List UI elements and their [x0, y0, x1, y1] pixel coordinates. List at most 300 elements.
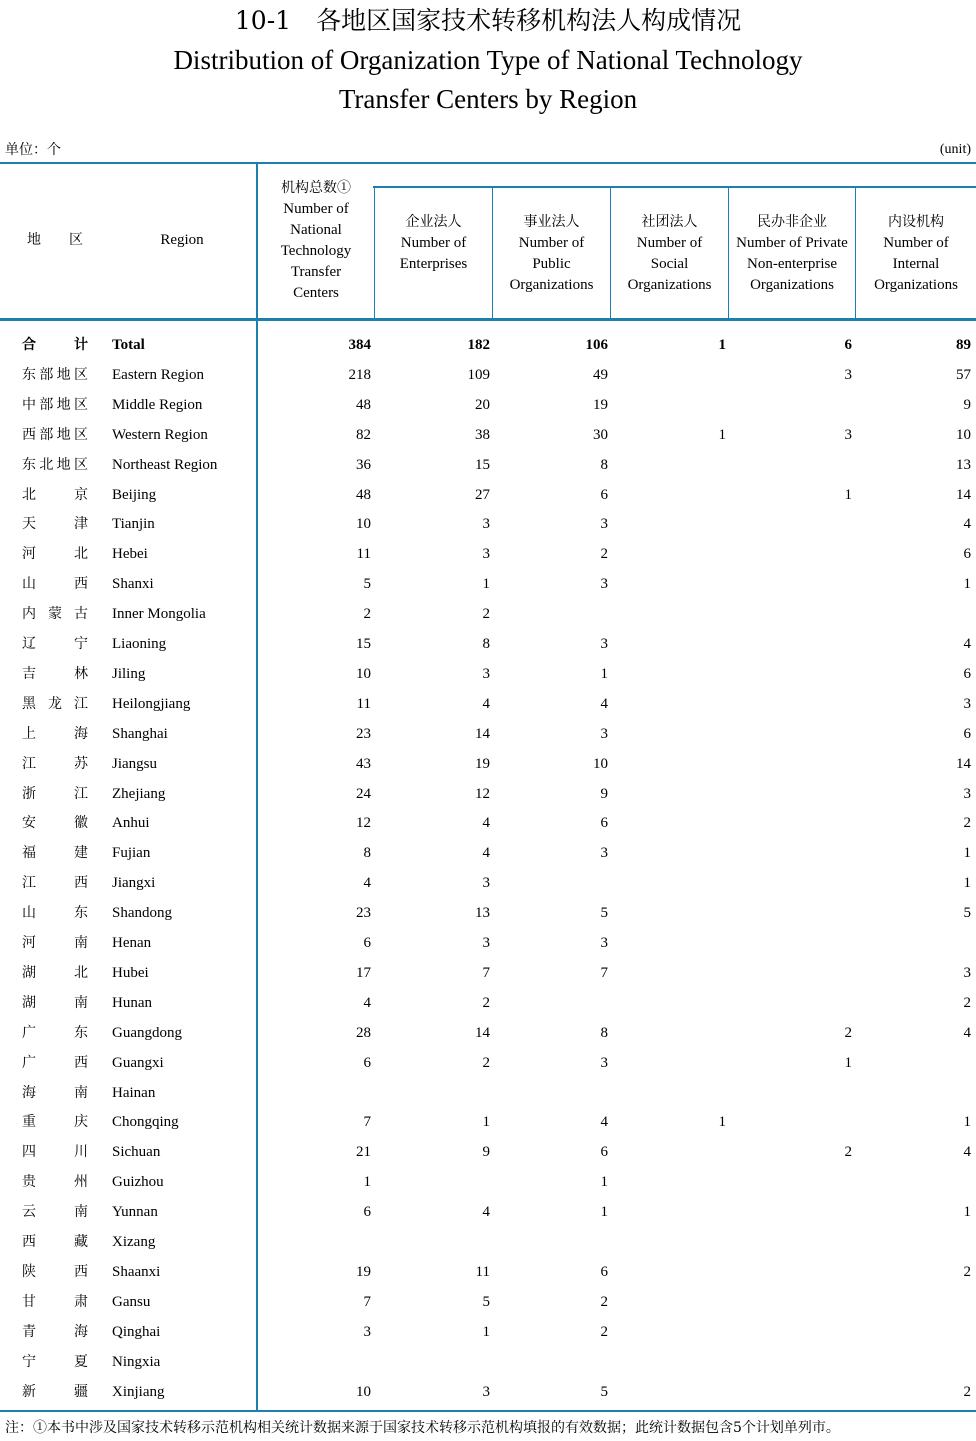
- cell-public: 30: [593, 426, 608, 443]
- table-row: [0, 509, 976, 539]
- cell-public: 3: [600, 516, 608, 533]
- cell-internal: 2: [963, 1263, 971, 1280]
- table-row: [0, 749, 976, 779]
- region-name-cn: 浙江: [22, 785, 88, 802]
- cell-social: [612, 1018, 726, 1048]
- cell-enterprises: 2: [482, 994, 490, 1011]
- table-row: [0, 808, 976, 838]
- region-name-cn: 江苏: [22, 755, 88, 772]
- cell-total: 10: [356, 665, 371, 682]
- table-row: [0, 719, 976, 749]
- table-row: [0, 1317, 976, 1347]
- region-name-cn: 广西: [22, 1054, 88, 1071]
- cell-total: 23: [356, 905, 371, 922]
- cell-private: [730, 898, 852, 928]
- cell-public: 1: [600, 1174, 608, 1191]
- cell-social: [612, 539, 726, 569]
- cell-enterprises: 2: [482, 1054, 490, 1071]
- header-region-cn: 地 区: [27, 232, 83, 248]
- table-row: [0, 1287, 976, 1317]
- cell-total: 6: [363, 935, 371, 951]
- region-name-en: Shanxi: [112, 576, 154, 593]
- cell-total: 6: [363, 1054, 371, 1071]
- table-top-rule: [0, 162, 976, 164]
- region-name-en: Hebei: [112, 546, 148, 563]
- cell-public: [494, 599, 608, 629]
- cell-enterprises: 1: [482, 1323, 490, 1340]
- cell-private: [730, 1287, 852, 1317]
- cell-total: 24: [356, 785, 371, 802]
- cell-public: 6: [600, 815, 608, 832]
- table-row: [0, 480, 976, 510]
- cell-internal: [857, 1167, 971, 1197]
- page-title-cn: 10-1 各地区国家技术转移机构法人构成情况: [234, 6, 742, 35]
- table-row: [0, 1167, 976, 1197]
- region-name-cn: 河南: [22, 935, 88, 951]
- cell-internal: [857, 1048, 971, 1078]
- region-name-en: Guizhou: [112, 1174, 164, 1191]
- cell-social: [612, 958, 726, 988]
- cell-enterprises: 3: [482, 516, 490, 533]
- cell-public: 3: [600, 845, 608, 862]
- cell-total: 6: [363, 1204, 371, 1221]
- cell-total: [258, 1227, 371, 1257]
- cell-public: 5: [600, 1383, 608, 1400]
- cell-total: 48: [356, 486, 371, 503]
- cell-internal: 13: [956, 456, 971, 473]
- table-row: [0, 898, 976, 928]
- cell-internal: 57: [956, 366, 971, 383]
- cell-social: [612, 898, 726, 928]
- cell-internal: 4: [963, 516, 971, 533]
- region-name-cn: 青海: [22, 1323, 88, 1340]
- cell-social: [612, 360, 726, 390]
- cell-private: [730, 1197, 852, 1227]
- cell-enterprises: [376, 1347, 490, 1377]
- table-row: [0, 599, 976, 629]
- cell-private: [730, 1167, 852, 1197]
- table-row: [0, 779, 976, 809]
- cell-private: [730, 1377, 852, 1407]
- region-name-cn: 内蒙古: [22, 606, 88, 623]
- region-name-en: Eastern Region: [112, 366, 205, 383]
- region-name-en: Guangdong: [112, 1024, 182, 1041]
- header-total: 机构总数① Number of National Technology Transfer Centers: [280, 180, 352, 301]
- table-row: [0, 928, 976, 958]
- cell-social: [612, 1078, 726, 1108]
- cell-public: 7: [600, 964, 608, 981]
- region-name-cn: 湖南: [22, 994, 88, 1011]
- region-name-en: Western Region: [112, 426, 208, 443]
- cell-enterprises: 3: [482, 665, 490, 682]
- cell-social: 1: [718, 426, 726, 443]
- cell-social: 1: [718, 337, 726, 353]
- cell-social: [612, 1257, 726, 1287]
- region-name-en: Jiling: [112, 665, 146, 682]
- table-row: [0, 659, 976, 689]
- cell-private: [730, 1257, 852, 1287]
- cell-total: 10: [356, 516, 371, 533]
- cell-enterprises: 12: [475, 785, 490, 802]
- page-title-en-line2: Transfer Centers by Region: [338, 84, 638, 114]
- cell-internal: 4: [963, 1144, 971, 1161]
- cell-internal: 1: [963, 1204, 971, 1221]
- table-row: [0, 420, 976, 450]
- region-name-cn: 江西: [22, 875, 88, 892]
- region-name-cn: 四川: [22, 1144, 88, 1161]
- cell-internal: 6: [963, 725, 971, 742]
- cell-public: 3: [600, 725, 608, 742]
- table-row: [0, 838, 976, 868]
- cell-enterprises: [376, 1167, 490, 1197]
- cell-total: [258, 1078, 371, 1108]
- cell-private: [730, 808, 852, 838]
- cell-internal: 10: [956, 426, 971, 443]
- cell-social: [612, 659, 726, 689]
- cell-internal: 1: [963, 576, 971, 593]
- cell-total: 15: [356, 636, 371, 652]
- cell-private: [730, 1107, 852, 1137]
- cell-public: 9: [600, 785, 608, 802]
- cell-internal: 5: [963, 905, 971, 922]
- cell-public: 8: [600, 456, 608, 473]
- cell-enterprises: 182: [467, 337, 490, 353]
- region-name-en: Middle Region: [112, 396, 203, 413]
- cell-total: 7: [363, 1293, 371, 1310]
- table-row: [0, 1197, 976, 1227]
- region-name-cn: 云南: [22, 1204, 88, 1221]
- region-name-cn: 陕西: [22, 1263, 88, 1280]
- table-row: [0, 390, 976, 420]
- cell-private: [730, 749, 852, 779]
- cell-private: [730, 539, 852, 569]
- cell-private: [730, 569, 852, 599]
- table-bottom-rule: [0, 1410, 976, 1412]
- cell-private: [730, 958, 852, 988]
- region-name-cn: 西部地区: [22, 426, 88, 443]
- cell-total: 4: [363, 994, 371, 1011]
- cell-enterprises: 109: [467, 366, 490, 383]
- region-name-cn: 山西: [22, 576, 88, 593]
- region-name-cn: 上海: [22, 725, 88, 742]
- cell-enterprises: 38: [475, 426, 490, 443]
- cell-internal: 6: [963, 665, 971, 682]
- region-name-en: Ningxia: [112, 1353, 161, 1370]
- cell-internal: [857, 1347, 971, 1377]
- region-name-cn: 福建: [22, 845, 88, 862]
- region-name-cn: 安徽: [22, 815, 88, 832]
- table-row: [0, 1107, 976, 1137]
- cell-social: [612, 1137, 726, 1167]
- cell-social: [612, 509, 726, 539]
- cell-social: [612, 1167, 726, 1197]
- cell-private: [730, 868, 852, 898]
- footnote: 注：①本书中涉及国家技术转移示范机构相关统计数据来源于国家技术转移示范机构填报的有效数据；此统计数据包含5个计划单列市。: [5, 1420, 840, 1436]
- cell-public: 4: [600, 1114, 608, 1131]
- region-name-en: Hubei: [112, 964, 149, 981]
- cell-public: 2: [600, 1293, 608, 1310]
- cell-social: [612, 1347, 726, 1377]
- cell-enterprises: 2: [482, 606, 490, 623]
- cell-enterprises: 14: [475, 1024, 490, 1041]
- cell-enterprises: 1: [482, 1114, 490, 1131]
- region-name-en: Tianjin: [112, 516, 155, 533]
- table-row: [0, 569, 976, 599]
- cell-total: 1: [363, 1174, 371, 1191]
- cell-total: [258, 1347, 371, 1377]
- cell-private: [730, 988, 852, 1018]
- cell-enterprises: 9: [482, 1144, 490, 1161]
- cell-private: [730, 928, 852, 958]
- cell-total: 384: [348, 337, 371, 353]
- cell-private: 2: [844, 1024, 852, 1041]
- page-title-en-line1: Distribution of Organization Type of National Technology: [173, 45, 803, 75]
- header-private: 民办非企业 Number of Private Non-enterprise Organizations: [736, 214, 848, 293]
- region-name-cn: 甘肃: [22, 1293, 88, 1310]
- cell-total: 10: [356, 1383, 371, 1400]
- cell-public: [494, 1347, 608, 1377]
- cell-total: 8: [363, 845, 371, 862]
- cell-social: [612, 629, 726, 659]
- cell-internal: [857, 1078, 971, 1108]
- cell-private: [730, 629, 852, 659]
- cell-total: 11: [356, 546, 371, 563]
- cell-private: [730, 390, 852, 420]
- cell-internal: 4: [963, 636, 971, 652]
- cell-social: [612, 1197, 726, 1227]
- cell-total: 21: [356, 1144, 371, 1161]
- cell-internal: [857, 1317, 971, 1347]
- cell-private: [730, 599, 852, 629]
- cell-private: [730, 450, 852, 480]
- region-name-en: Guangxi: [112, 1054, 164, 1071]
- cell-enterprises: 8: [482, 636, 490, 652]
- cell-internal: 14: [956, 755, 971, 772]
- table-row: [0, 1018, 976, 1048]
- region-name-en: Yunnan: [112, 1204, 158, 1221]
- cell-total: 17: [356, 964, 371, 981]
- cell-social: [612, 1287, 726, 1317]
- header-bottom-rule: [0, 318, 976, 321]
- table-row: [0, 1078, 976, 1108]
- header-region-en: Region: [160, 232, 204, 248]
- cell-public: [494, 1227, 608, 1257]
- cell-total: 28: [356, 1024, 371, 1041]
- cell-public: 49: [593, 366, 608, 383]
- cell-social: [612, 390, 726, 420]
- cell-total: 12: [356, 815, 371, 832]
- cell-internal: 9: [963, 396, 971, 413]
- cell-social: [612, 749, 726, 779]
- region-name-en: Shaanxi: [112, 1263, 161, 1280]
- subheader-rule: [373, 186, 976, 188]
- cell-private: [730, 689, 852, 719]
- cell-internal: [857, 928, 971, 958]
- cell-total: 4: [363, 875, 371, 892]
- cell-enterprises: 27: [475, 486, 490, 503]
- cell-social: [612, 480, 726, 510]
- table-row: [0, 450, 976, 480]
- cell-private: 3: [844, 366, 852, 383]
- cell-public: 2: [600, 1323, 608, 1340]
- cell-social: [612, 450, 726, 480]
- region-name-cn: 重庆: [22, 1114, 88, 1131]
- table-row: [0, 868, 976, 898]
- cell-private: [730, 1317, 852, 1347]
- cell-total: 3: [363, 1323, 371, 1340]
- cell-enterprises: 4: [482, 1204, 490, 1221]
- table-row: [0, 958, 976, 988]
- table-row: [0, 1257, 976, 1287]
- cell-public: 106: [585, 337, 608, 353]
- cell-internal: [857, 1287, 971, 1317]
- region-name-en: Northeast Region: [112, 456, 218, 473]
- cell-social: [612, 1317, 726, 1347]
- region-name-cn: 合计: [22, 337, 88, 353]
- cell-enterprises: 3: [482, 935, 490, 951]
- cell-private: [730, 1347, 852, 1377]
- cell-total: 11: [356, 695, 371, 712]
- total-row: [0, 330, 976, 360]
- region-name-cn: 黑龙江: [22, 695, 88, 712]
- region-name-en: Qinghai: [112, 1323, 161, 1340]
- table-row: [0, 988, 976, 1018]
- header-enterprise: 企业法人 Number of Enterprises: [399, 214, 468, 272]
- cell-public: [494, 1078, 608, 1108]
- cell-social: 1: [718, 1114, 726, 1131]
- cell-enterprises: 4: [482, 815, 490, 832]
- region-name-en: Beijing: [112, 486, 157, 503]
- cell-private: [730, 838, 852, 868]
- region-name-en: Hunan: [112, 994, 152, 1011]
- region-name-en: Sichuan: [112, 1144, 161, 1161]
- table-row: [0, 1347, 976, 1377]
- cell-enterprises: 7: [482, 964, 490, 981]
- region-name-cn: 贵州: [22, 1174, 88, 1191]
- table-row: [0, 1048, 976, 1078]
- cell-social: [612, 928, 726, 958]
- cell-public: 10: [593, 755, 608, 772]
- region-name-cn: 河北: [22, 546, 88, 563]
- cell-enterprises: 11: [475, 1263, 490, 1280]
- region-name-en: Xizang: [112, 1234, 156, 1250]
- cell-public: [494, 988, 608, 1018]
- region-name-cn: 中部地区: [22, 396, 88, 413]
- cell-public: 8: [600, 1024, 608, 1041]
- region-name-en: Heilongjiang: [112, 695, 191, 712]
- cell-social: [612, 599, 726, 629]
- table-row: [0, 539, 976, 569]
- region-name-en: Henan: [112, 935, 152, 951]
- cell-public: 1: [600, 665, 608, 682]
- header-internal: 内设机构 Number of Internal Organizations: [874, 214, 958, 293]
- cell-total: 48: [356, 396, 371, 413]
- region-name-en: Hainan: [112, 1084, 156, 1101]
- cell-internal: 1: [963, 1114, 971, 1131]
- region-name-en: Shandong: [112, 905, 172, 922]
- region-name-cn: 新疆: [22, 1383, 88, 1400]
- region-name-cn: 湖北: [22, 964, 88, 981]
- table-row: [0, 1377, 976, 1407]
- cell-public: 5: [600, 905, 608, 922]
- cell-internal: 3: [963, 964, 971, 981]
- cell-enterprises: 13: [475, 905, 490, 922]
- cell-internal: 3: [963, 785, 971, 802]
- cell-public: 19: [593, 396, 608, 413]
- cell-social: [612, 808, 726, 838]
- cell-enterprises: [376, 1078, 490, 1108]
- table-row: [0, 1227, 976, 1257]
- cell-enterprises: 19: [475, 755, 490, 772]
- region-name-cn: 吉林: [22, 665, 88, 682]
- region-name-en: Shanghai: [112, 725, 168, 742]
- cell-internal: [857, 599, 971, 629]
- cell-private: 1: [844, 486, 852, 503]
- region-name-cn: 东北地区: [22, 456, 88, 473]
- cell-internal: [857, 1227, 971, 1257]
- region-name-en: Gansu: [112, 1293, 151, 1310]
- cell-internal: 1: [963, 875, 971, 892]
- cell-enterprises: 4: [482, 845, 490, 862]
- cell-internal: 2: [963, 815, 971, 832]
- region-name-en: Liaoning: [112, 636, 167, 652]
- cell-public: 1: [600, 1204, 608, 1221]
- cell-public: 3: [600, 636, 608, 652]
- table-row: [0, 1137, 976, 1167]
- cell-social: [612, 569, 726, 599]
- region-name-cn: 山东: [22, 905, 88, 922]
- header-public: 事业法人 Number of Public Organizations: [509, 214, 594, 293]
- region-name-cn: 西藏: [22, 1234, 88, 1250]
- cell-enterprises: 20: [475, 396, 490, 413]
- cell-total: 7: [363, 1114, 371, 1131]
- region-name-cn: 北京: [22, 486, 88, 503]
- cell-social: [612, 988, 726, 1018]
- cell-social: [612, 868, 726, 898]
- unit-label-cn: 单位：个: [5, 142, 61, 158]
- cell-public: 3: [600, 935, 608, 951]
- cell-public: 6: [600, 1263, 608, 1280]
- cell-enterprises: 14: [475, 725, 490, 742]
- cell-internal: 4: [963, 1024, 971, 1041]
- cell-social: [612, 1048, 726, 1078]
- cell-public: [494, 868, 608, 898]
- cell-public: 2: [600, 546, 608, 563]
- cell-private: 6: [844, 337, 852, 353]
- region-name-cn: 东部地区: [22, 366, 88, 383]
- cell-enterprises: 3: [482, 1383, 490, 1400]
- table-row: [0, 689, 976, 719]
- region-name-en: Fujian: [112, 845, 151, 862]
- region-name-en: Jiangxi: [112, 875, 156, 892]
- cell-total: 43: [356, 755, 371, 772]
- cell-total: 218: [348, 366, 371, 383]
- cell-public: 6: [600, 1144, 608, 1161]
- cell-private: 1: [844, 1054, 852, 1071]
- cell-enterprises: 4: [482, 695, 490, 712]
- cell-public: 6: [600, 486, 608, 503]
- cell-total: 19: [356, 1263, 371, 1280]
- cell-private: [730, 509, 852, 539]
- cell-social: [612, 779, 726, 809]
- table-row: [0, 360, 976, 390]
- cell-private: [730, 1078, 852, 1108]
- cell-enterprises: 3: [482, 546, 490, 563]
- cell-total: 23: [356, 725, 371, 742]
- header-social: 社团法人 Number of Social Organizations: [627, 214, 712, 293]
- cell-total: 5: [363, 576, 371, 593]
- region-name-en: Xinjiang: [112, 1383, 165, 1400]
